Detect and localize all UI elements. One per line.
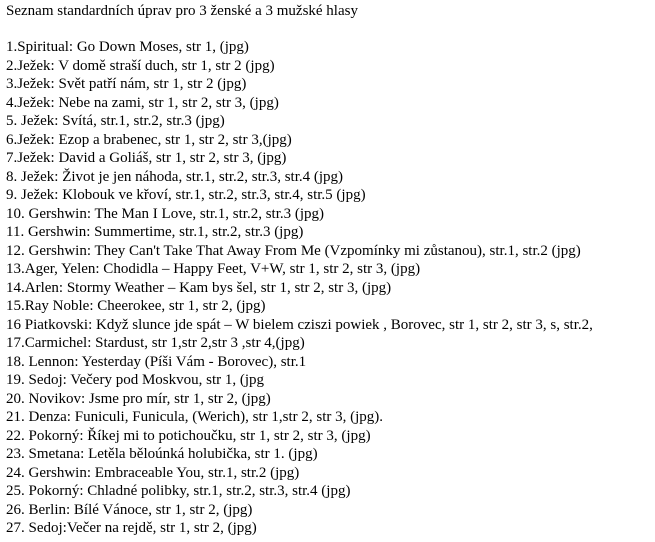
- list-item: 24. Gershwin: Embraceable You, str.1, str.2 (jpg): [6, 464, 300, 481]
- list-item: 26. Berlin: Bílé Vánoce, str 1, str 2, (jpg): [6, 501, 253, 518]
- list-item: 4.Ježek: Nebe na zami, str 1, str 2, str 3, (jpg): [6, 94, 279, 111]
- list-item: 21. Denza: Funiculi, Funicula, (Werich), str 1,str 2, str 3, (jpg).: [6, 409, 384, 425]
- list-item: 14.Arlen: Stormy Weather – Kam bys šel, str 1, str 2, str 3, (jpg): [6, 279, 392, 296]
- list-item: 19. Sedoj: Večery pod Moskvou, str 1, (jpg: [6, 372, 265, 388]
- song-list: [6, 38, 651, 538]
- list-item: 16 Piatkovski: Když slunce jde spát – W bielem cziszi powiek , Borovec, str 1, str 2, str 3, s, str.2,: [6, 316, 593, 333]
- list-item: 7.Ježek: David a Goliáš, str 1, str 2, str 3, (jpg): [6, 150, 287, 166]
- list-item: 5. Ježek: Svítá, str.1, str.2, str.3 (jpg): [6, 113, 225, 129]
- list-item: 20. Novikov: Jsme pro mír, str 1, str 2, (jpg): [6, 390, 271, 407]
- list-item: 9. Ježek: Klobouk ve křoví, str.1, str.2, str.3, str.4, str.5 (jpg): [6, 187, 366, 203]
- list-item: 12. Gershwin: They Can't Take That Away From Me (Vzpomínky mi zůstanou), str.1, str.2 (jpg): [6, 242, 581, 259]
- list-item: 18. Lennon: Yesterday (Píši Vám - Borovec), str.1: [6, 353, 307, 370]
- document-title: Seznam standardních úprav pro 3 ženské a 3 mužské hlasy: [6, 3, 358, 19]
- list-item: 15.Ray Noble: Cheerokee, str 1, str 2, (jpg): [6, 298, 266, 314]
- list-item: 3.Ježek: Svět patří nám, str 1, str 2 (jpg): [6, 76, 247, 92]
- list-item: 10. Gershwin: The Man I Love, str.1, str.2, str.3 (jpg): [6, 205, 325, 222]
- list-item: 11. Gershwin: Summertime, str.1, str.2, str.3 (jpg): [6, 224, 304, 240]
- list-item: 23. Smetana: Letěla běloúnká holubička, str 1. (jpg): [6, 446, 318, 462]
- list-item: 17.Carmichel: Stardust, str 1,str 2,str 3 ,str 4,(jpg): [6, 335, 305, 351]
- list-item: 27. Sedoj:Večer na rejdě, str 1, str 2, (jpg): [6, 520, 257, 536]
- list-item: 2.Ježek: V domě straší duch, str 1, str 2 (jpg): [6, 57, 275, 74]
- list-item: 1.Spiritual: Go Down Moses, str 1, (jpg): [6, 39, 249, 55]
- list-item: 6.Ježek: Ezop a brabenec, str 1, str 2, str 3,(jpg): [6, 131, 292, 148]
- list-item: 8. Ježek: Život je jen náhoda, str.1, str.2, str.3, str.4 (jpg): [6, 168, 344, 185]
- list-item: 25. Pokorný: Chladné polibky, str.1, str.2, str.3, str.4 (jpg): [6, 483, 351, 499]
- list-item: 22. Pokorný: Říkej mi to potichoučku, str 1, str 2, str 3, (jpg): [6, 427, 371, 444]
- list-item: 13.Ager, Yelen: Chodidla – Happy Feet, V+W, str 1, str 2, str 3, (jpg): [6, 261, 421, 277]
